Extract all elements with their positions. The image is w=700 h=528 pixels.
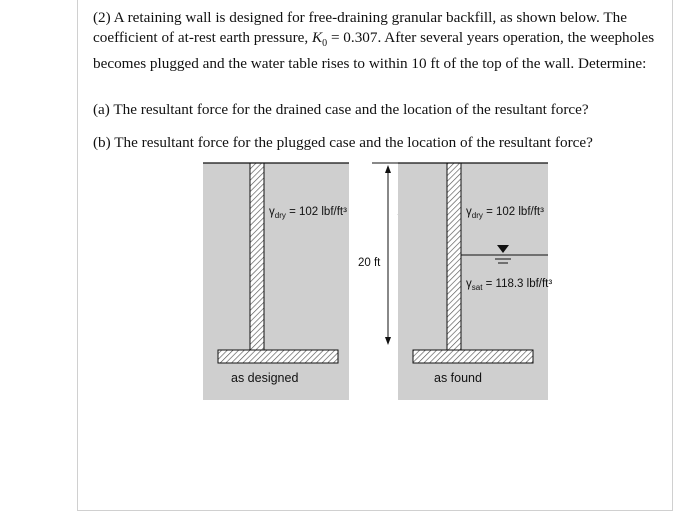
- left-wall-stem: [250, 163, 264, 350]
- dimension-total: [356, 163, 402, 345]
- right-gamma-sat: $\gamma_{sat} = 118.3$ lbf/ft³: [466, 278, 553, 292]
- right-panel: [398, 163, 552, 400]
- left-caption: as designed: [231, 371, 299, 385]
- right-caption: as found: [434, 371, 482, 385]
- dim-total-arrow-up: [385, 165, 391, 173]
- left-gamma-dry: $\gamma_{dry} = 102$ lbf/ft³: [269, 206, 347, 220]
- right-gamma-dry: $\gamma_{dry} = 102$ lbf/ft³: [466, 206, 544, 220]
- part-b: (b) The resultant force for the plugged case and the location of the resultant force?: [93, 134, 593, 151]
- left-footing: [218, 350, 338, 363]
- left-backfill: [203, 163, 349, 400]
- right-footing: [413, 350, 533, 363]
- dim-total-arrow-down: [385, 337, 391, 345]
- problem-intro: (2) A retaining wall is designed for free-draining granular backfill, as shown below. The coefficient of at-rest earth pressure, $K_0 = 0.307$. After several years operation, the weepholes becomes plugged and the water table rises to within 10 ft of the top of the wall. Determine:: [93, 9, 655, 73]
- part-a: (a) The resultant force for the drained case and the location of the resultant force?: [93, 101, 589, 118]
- left-panel: [203, 163, 349, 400]
- right-wall-stem: [447, 163, 461, 350]
- dim-total-label: 20 ft: [358, 257, 381, 269]
